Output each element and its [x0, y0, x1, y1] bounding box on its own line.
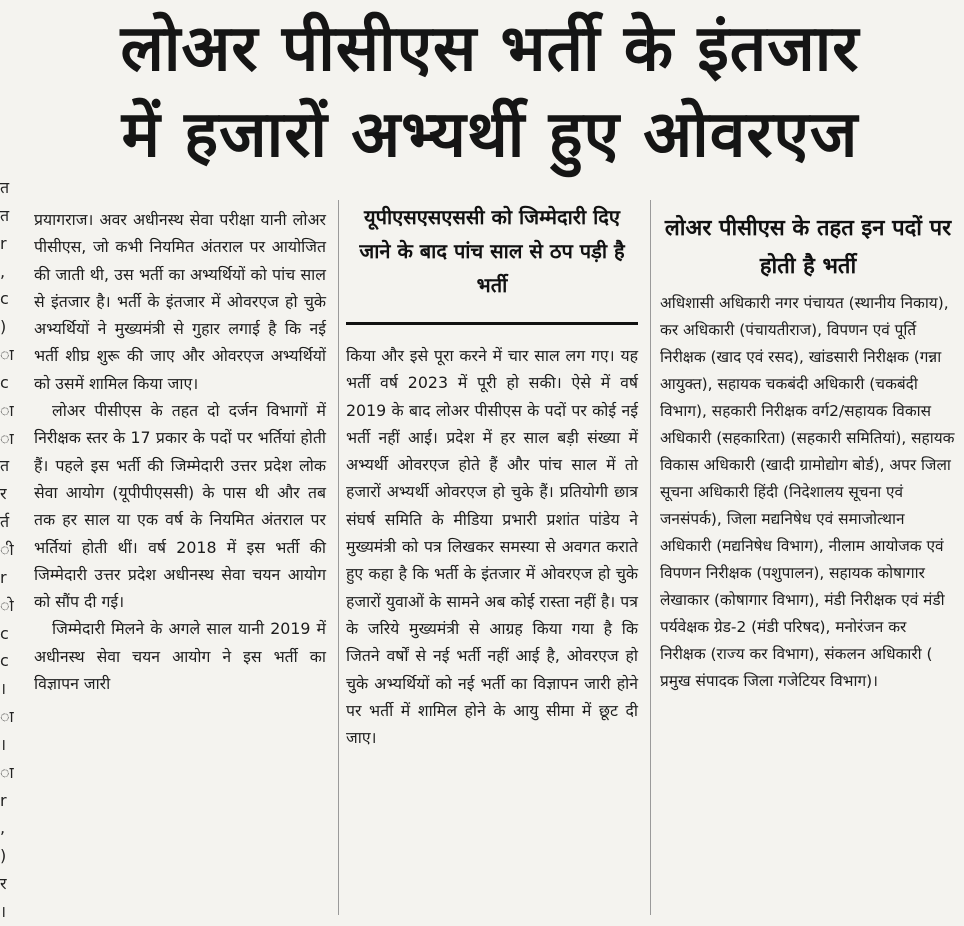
edge-mark: ): [0, 846, 7, 866]
edge-mark: ा: [0, 345, 14, 365]
edge-mark: त: [0, 456, 10, 476]
paragraph-column-2: किया और इसे पूरा करने में चार साल लग गए। यह भर्ती वर्ष 2023 में पूरी हो सकी। ऐसे में वर्ष 2019 के बाद लोअर पीसीएस के पदों पर कोई नई भर्ती नहीं आई। प्रदेश में हर साल बड़ी संख्या में अभ्यर्थी ओवरएज होते हैं और पांच साल में तो हजारों अभ्यर्थी ओवरएज हो चुके हैं। प्रतियोगी छात्र संघर्ष समिति के मीडिया प्रभारी प्रशांत पांडेय ने मुख्यमंत्री को पत्र लिखकर समस्या से अवगत कराते हुए कहा है कि भर्ती के इंतजार में ओवरएज हो चुके हजारों युवाओं के सामने अब कोई रास्ता नहीं है। पत्र के जरिये मुख्यमंत्री से आग्रह किया गया है कि जितने वर्षों से नई भर्ती नहीं आई है, ओवरएज हो चुके अभ्यर्थियों को नई भर्ती का विज्ञापन जारी होने पर भर्ती में शामिल होने के आयु सीमा में छूट दी जाए।: [346, 346, 638, 748]
edge-mark: त: [0, 205, 10, 225]
edge-mark: ा: [0, 400, 14, 420]
edge-mark: ,: [0, 261, 6, 281]
subheading-rule: [346, 322, 638, 325]
edge-mark: ।: [0, 734, 7, 754]
paragraph-intro: प्रयागराज। अवर अधीनस्थ सेवा परीक्षा यानी लोअर पीसीएस, जो कभी नियमित अंतराल पर आयोजित की जाती थी, उस भर्ती का अभ्यर्थियों को पांच साल से इंतजार है। भर्ती के इंतजार में ओवरएज हो चुके अभ्यर्थियों ने मुख्यमंत्री से गुहार लगाई है कि नई भर्ती शीघ्र शुरू की जाए और ओवरएज अभ्यर्थियों को उसमें शामिल किया जाए।: [34, 210, 326, 393]
edge-mark: ): [0, 317, 7, 337]
article-column-2: [346, 342, 638, 751]
edge-mark: r: [0, 233, 7, 253]
edge-mark: र: [0, 484, 7, 504]
edge-mark: ी: [0, 539, 14, 559]
post-list-column: [660, 290, 956, 695]
headline-line-1: लोअर पीसीएस भर्ती के इंतजार: [120, 11, 860, 86]
edge-mark: c: [0, 623, 9, 643]
headline: [30, 6, 950, 178]
subheading-column-2: यूपीएसएसएससी को जिम्मेदारी दिए जाने के बाद पांच साल से ठप पड़ी है भर्ती: [359, 205, 625, 297]
column-divider: [650, 200, 651, 915]
edge-mark: ।: [0, 679, 7, 699]
article-column-1: [34, 206, 326, 697]
edge-mark: ा: [0, 428, 14, 448]
edge-mark: ा: [0, 762, 14, 782]
column-divider: [338, 200, 339, 915]
edge-mark: र्त: [0, 512, 10, 532]
edge-mark: त: [0, 178, 10, 197]
paragraph-continuation: जिम्मेदारी मिलने के अगले साल यानी 2019 में अधीनस्थ सेवा चयन आयोग ने इस भर्ती का विज्ञापन जारी: [34, 619, 326, 694]
edge-mark: c: [0, 372, 9, 392]
edge-mark: ा: [0, 707, 14, 727]
previous-column-edge: [0, 180, 14, 920]
edge-mark: ।: [0, 901, 7, 921]
edge-mark: c: [0, 289, 9, 309]
post-list-text: अधिशासी अधिकारी नगर पंचायत (स्थानीय निकाय), कर अधिकारी (पंचायतीराज), विपणन एवं पूर्ति निरीक्षक (खाद एवं रसद), खांडसारी निरीक्षक (गन्ना आयुक्त), सहायक चकबंदी अधिकारी (चकबंदी विभाग), सहकारी निरीक्षक वर्ग2/सहायक विकास अधिकारी (सहकारिता) (सहकारी समितियां), सहायक विकास अधिकारी (खादी ग्रामोद्योग बोर्ड), अपर जिला सूचना अधिकारी हिंदी (निदेशालय सूचना एवं जनसंपर्क), जिला मद्यनिषेध एवं समाजोत्थान अधिकारी (मद्यनिषेध विभाग), नीलाम आयोजक एवं विपणन निरीक्षक (पशुपालन), सहायक कोषागार लेखाकार (कोषागार विभाग), मंडी निरीक्षक एवं मंडी पर्यवेक्षक ग्रेड-2 (मंडी परिषद), मनोरंजन कर निरीक्षक (राज्य कर विभाग), संकलन अधिकारी ( प्रमुख संपादक जिला गजेटियर विभाग)।: [660, 294, 955, 690]
edge-mark: r: [0, 567, 7, 587]
edge-mark: c: [0, 651, 9, 671]
headline-line-2: में हजारों अभ्यर्थी हुए ओवरएज: [121, 97, 859, 172]
edge-mark: ,: [0, 818, 6, 838]
edge-mark: र: [0, 874, 7, 894]
edge-mark: r: [0, 790, 7, 810]
paragraph-background: लोअर पीसीएस के तहत दो दर्जन विभागों में निरीक्षक स्तर के 17 प्रकार के पदों पर भर्तियां होती हैं। पहले इस भर्ती की जिम्मेदारी उत्तर प्रदेश लोक सेवा आयोग (यूपीपीएससी) के पास थी और तब तक हर साल या एक वर्ष के नियमित अंतराल पर भर्तियां होती थीं। वर्ष 2018 में इस भर्ती की जिम्मेदारी उत्तर प्रदेश अधीनस्थ सेवा चयन आयोग को सौंप दी गई।: [34, 401, 326, 612]
subheading-column-3: लोअर पीसीएस के तहत इन पदों पर होती है भर्ती: [664, 216, 952, 279]
edge-mark: ो: [0, 595, 14, 615]
